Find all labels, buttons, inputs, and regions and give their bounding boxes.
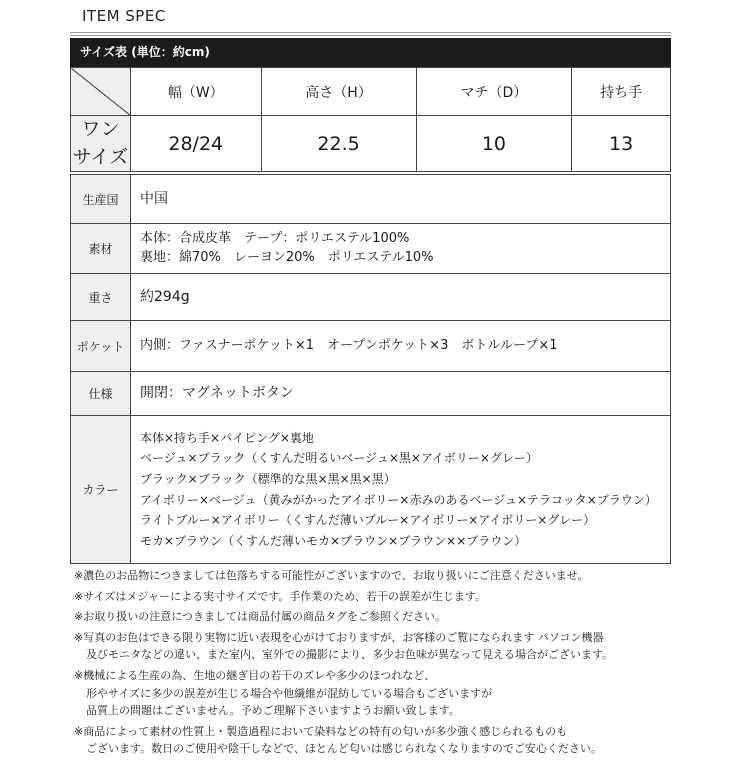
spec-row-color — [71, 416, 671, 564]
spec-label-origin: 生産国 — [71, 175, 131, 224]
value-height: 22.5 — [261, 116, 416, 172]
color-line: アイボリー×ベージュ（黄みがかったアイボリー×赤みのあるベージュ×テラコッタ×ブラウン） — [140, 492, 657, 507]
title-divider — [70, 35, 671, 36]
note-item — [74, 667, 694, 720]
size-table-header-row — [71, 68, 671, 116]
title-divider — [70, 32, 671, 33]
spec-label-closure: 仕様 — [71, 372, 131, 416]
spec-row-pocket — [71, 321, 671, 372]
note-item — [74, 608, 694, 626]
column-header-width: 幅（W） — [131, 68, 262, 116]
note-line: ※機械による生産の為、生地の継ぎ目の若干のズレや多少のほつれなど、 — [74, 668, 436, 682]
spec-row-weight — [71, 274, 671, 321]
note-line: ※お取り扱いの注意につきましては商品付属の商品タグをご参照ください。 — [74, 610, 446, 624]
column-header-depth: マチ（D） — [416, 68, 572, 116]
note-line: ※写真のお色はできる限り実物に近い表現を心がけておりますが、お客様のご覧になられます パソコン機器 — [74, 630, 604, 644]
size-table-caption: サイズ表 (単位：約cm) — [70, 38, 671, 67]
material-line: 本体：合成皮革 テープ：ポリエステル100% — [140, 230, 410, 246]
column-header-handle: 持ち手 — [572, 68, 671, 116]
spec-value-origin: 中国 — [131, 175, 671, 224]
spec-row-origin — [71, 175, 671, 224]
spec-label-weight: 重さ — [71, 274, 131, 321]
row-label-one-size — [71, 116, 131, 172]
notes-section — [74, 567, 694, 761]
spec-label-material: 素材 — [71, 224, 131, 274]
spec-label-pocket: ポケット — [71, 321, 131, 372]
spec-value-material — [131, 224, 671, 274]
spec-row-material — [71, 224, 671, 274]
color-line: モカ×ブラウン（くすんだ薄いモカ×ブラウン×ブラウン××ブラウン） — [140, 533, 527, 548]
note-line: ございます。数日のご使用や陰干しなどで、ほとんど匂いは感じられなくなりますのでご安心ください。 — [86, 742, 602, 756]
spec-value-pocket: 内側：ファスナーポケット×1 オープンポケット×3 ボトルループ×1 — [131, 321, 671, 372]
value-width: 28/24 — [131, 116, 262, 172]
row-label-line: ワン — [81, 118, 120, 140]
note-item — [74, 723, 694, 758]
spec-value-weight: 約294g — [131, 274, 671, 321]
size-table — [70, 67, 671, 172]
note-item — [74, 588, 694, 606]
size-table-value-row — [71, 116, 671, 172]
spec-value-color — [131, 416, 671, 564]
spec-row-closure — [71, 372, 671, 416]
material-line: 裏地：綿70% レーヨン20% ポリエステル10% — [140, 249, 434, 265]
spec-value-closure: 開閉：マグネットボタン — [131, 372, 671, 416]
page-title: ITEM SPEC — [82, 7, 166, 25]
value-handle: 13 — [572, 116, 671, 172]
note-item — [74, 629, 694, 664]
color-line: 本体×持ち手×パイピング×裏地 — [140, 430, 314, 445]
row-label-line: サイズ — [72, 145, 129, 168]
note-line: ※濃色のお品物につきましては色落ちする可能性がございますので、お取り扱いにご注意くださいませ。 — [74, 569, 589, 582]
note-line: 形やサイズに多少の誤差が生じる場合や他繊維が混紡している場合もございますが — [86, 686, 493, 700]
size-table-corner-cell — [71, 68, 131, 116]
note-item — [74, 567, 694, 585]
value-depth: 10 — [416, 116, 572, 172]
note-line: ※商品によって素材の性質上・製造過程において染料などの特有の匂いが多少強く感じられるものも — [74, 724, 568, 738]
column-header-height: 高さ（H） — [261, 68, 416, 116]
note-line: 及びモニタなどの違い、また室内、室外での撮影により、多少お色味が異なって見える場合がございます。 — [86, 648, 614, 662]
color-line: ベージュ×ブラック（くすんだ明るいベージュ×黒×アイボリー×グレー） — [140, 451, 538, 466]
spec-table — [70, 174, 671, 564]
color-line: ブラック×ブラック（標準的な黒×黒×黒×黒） — [140, 471, 396, 486]
note-line: ※サイズはメジャーによる実寸サイズです。手作業のため、若干の誤差が生じます。 — [74, 589, 487, 603]
color-line: ライトブルー×アイボリー（くすんだ薄いブルー×アイボリー×アイボリー×グレー） — [140, 513, 596, 528]
note-line: 品質上の問題はございません。予めご理解下さいますようお願い致します。 — [86, 704, 460, 718]
spec-label-color: カラー — [71, 416, 131, 564]
